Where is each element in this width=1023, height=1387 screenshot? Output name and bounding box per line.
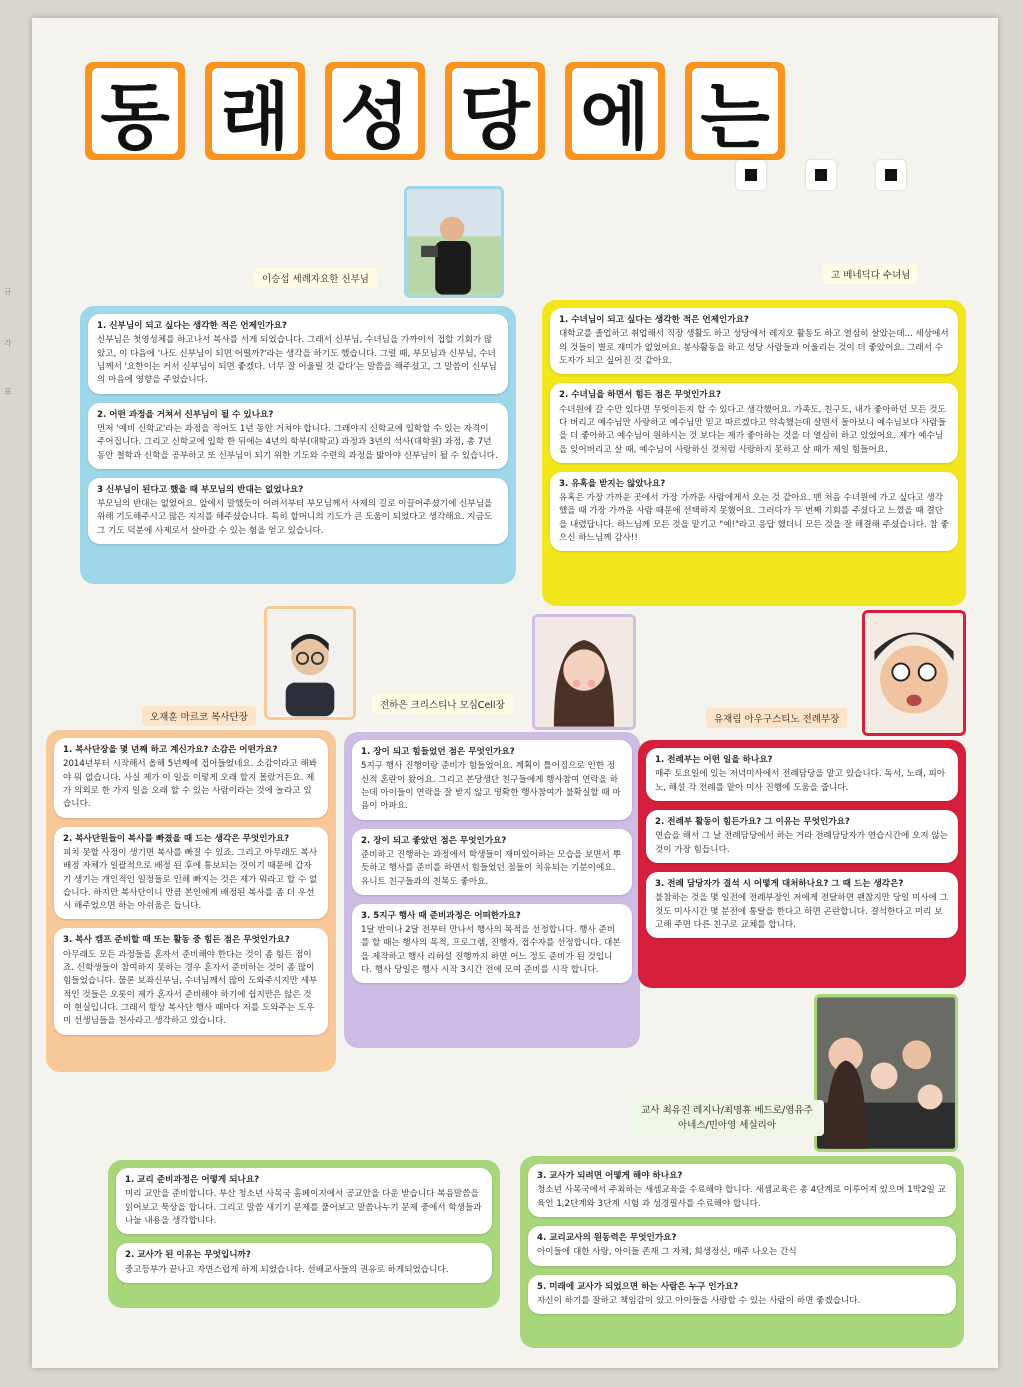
answer: 수녀원에 갈 수만 있다면 무엇이든지 할 수 있다고 생각했어요. 가족도, 친구도, 내가 좋아하던 모든 것도 다 버리고 예수님만 사랑하고 예수님만 믿고 따르겠다고 약속했는데 살면서 돌아보니 예수님보다 사람들을 더 좋아하고 예수님이 원하시는 것 보다는 제가 좋아하는 것을 더 열심히 하고 있었어요. 제가 예수님을 잊어버리고 살 때, 예수님이 사랑하신 것처럼 사랑하지 못하고 살 때가 제일 힘들어요. [559, 404, 947, 455]
question: 1. 교리 준비과정은 어떻게 되나요? [125, 1175, 260, 1185]
server-leader-photo [264, 606, 356, 720]
answer: 중고등부가 끝나고 자연스럽게 하게 되었습니다. 선배교사들의 권유로 하게되었습니다. [125, 1264, 449, 1275]
qa-card [550, 383, 958, 463]
question: 2. 복사단원들이 복사를 빠졌을 때 드는 생각은 무엇인가요? [63, 833, 290, 844]
priest-interview-panel [80, 306, 516, 584]
margin-mark: 각 [4, 339, 12, 348]
qa-card [116, 1243, 492, 1283]
qa-card [352, 904, 632, 984]
teachers-interview-panel-left [108, 1160, 500, 1308]
ellipsis-dot [736, 160, 766, 190]
title-char: 성 [332, 68, 418, 154]
qa-card [646, 810, 958, 863]
question: 1. 복사단장을 몇 년째 하고 계신가요? 소감은 어떤가요? [63, 745, 278, 755]
question: 2. 수녀님을 하면서 힘든 점은 무엇인가요? [559, 390, 722, 401]
qa-card [550, 472, 958, 552]
server-leader-interview-panel [46, 730, 336, 1072]
title-char: 동 [92, 68, 178, 154]
qa-card [54, 827, 328, 920]
cell-leader-interview-panel [344, 732, 640, 1048]
question: 1. 신부님이 되고 싶다는 생각한 적은 언제인가요? [97, 321, 287, 331]
question: 3. 유혹을 받지는 않았나요? [559, 478, 666, 489]
sister-interview-panel [542, 300, 966, 606]
qa-card [646, 872, 958, 938]
qa-card [88, 314, 508, 394]
answer: 부모님의 반대는 없었어요. 앞에서 말했듯이 어려서부터 부모님께서 사제의 길로 이끌어주셨기에 신부님을 위해 기도해주시고 많은 지지를 해주셨습니다. 특히 할머니의 기도가 큰 도움이 되었다고 생각해요. 지금도 그 기도 덕분에 사제로서 살아갈 수 있는 힘을 얻고 있습니다. [97, 499, 493, 536]
answer: 1달 반이나 2달 전부터 만나서 행사의 목적을 선정합니다. 행사 준비를 할 때는 행사의 목적, 프로그램, 진행자, 접수자를 선정합니다. 대본을 제작하고 행사 리허설 진행까지 하면 어느 정도 준비가 된 것입니다. 행사 당일은 행사 시작 3시간 전에 모여 준비를 시작 합니다. [361, 925, 621, 976]
teachers-interview-panel-right [520, 1156, 964, 1348]
answer: 불참하는 것을 몇 일전에 전례부장인 저에게 전달하면 괜찮지만 당일 미사에 그것도 미사시간 몇 분전에 통탈을 한다고 하면 곤란합니다. 결석한다고 미리 보고해 주면 다른 친구로 교체를 합니다. [655, 893, 948, 930]
priest-photo [404, 186, 504, 298]
ellipsis-dot [876, 160, 906, 190]
qa-card [528, 1164, 956, 1217]
title-char: 래 [212, 68, 298, 154]
qa-card [54, 928, 328, 1034]
answer: 연습을 해서 그 날 전례담당에서 하는 거라 전례담당자가 연습시간에 오지 않는 것이 가장 힘듭니다. [655, 831, 948, 855]
title-ellipsis [736, 160, 906, 190]
title-char: 는 [692, 68, 778, 154]
margin-mark: 표 [4, 387, 12, 396]
answer: 2014년부터 시작해서 올해 5년째에 접어들었네요. 소감이라고 해봐야 뭐 없습니다. 사실 제가 이 일을 이렇게 오래 할지 몰랐거든요. 제가 의외로 한 가지 일을 오래 할 수 있는 사람이라는 것에 놀라고 있습니다. [63, 759, 318, 810]
teachers-photo [814, 994, 958, 1152]
title-char: 에 [572, 68, 658, 154]
qa-card [352, 740, 632, 820]
answer: 5지구 행사 진행이랑 준비가 힘들었어요. 계획이 틀어짐으로 인한 정신적 혼란이 왔어요. 그리고 본당생단 친구들에게 행사참여 연락을 하는데 아이들이 연락을 잘 받지 않고 명확한 행사참여가 불확실할 때 마음이 아파요. [361, 761, 621, 812]
qa-card [88, 403, 508, 469]
answer: 신부님은 첫영성체를 하고나서 복사를 서게 되었습니다. 그래서 신부님, 수녀님을 가까이서 접할 기회가 많았고, 이 다음에 '나도 신부님이 되면 어떨까?'라는 생각을 하기도 했습니다. 그럴 때, 부모님과 신부님, 수녀님께서 '요한이는 커서 신부님이 되면 좋겠다. 너무 잘 어울릴 것 같다'는 말씀을 해주셨고, 그 말씀이 신부님의 마음에 영향을 주었습니다. [97, 335, 497, 386]
answer: 피치 못할 사정이 생기면 복사를 빠질 수 있죠. 그리고 아무래도 복사 배정 자체가 일괄적으로 배정 된 후에 통보되는 것이기 때문에 갑자기 생기는 개인적인 일정들로 인해 빠지는 것은 제가 뭐라고 할 수 없습니다. 하지만 복사단이니 만큼 본인에게 배정된 복사를 좀 더 우선시 해주었으면 하는 아쉬움은 듭니다. [63, 847, 318, 912]
question: 2. 장이 되고 좋았던 점은 무엇인가요? [361, 835, 507, 846]
answer: 매주 토요일에 있는 저녁미사에서 전례담당을 맡고 있습니다. 독서, 노래, 피아노, 해설 각 전례를 맡아 미사 진행에 도움을 줍니다. [655, 769, 946, 793]
cell-leader-name-tag: 전하은 크리스티나 모심Cell장 [372, 694, 513, 714]
answer: 아무래도 모든 과정들을 혼자서 준비해야 한다는 것이 좀 힘든 점이죠. 신학생들이 참여하지 못하는 경우 혼자서 준비하는 것이 좀 많이 힘들었습니다. 물론 보좌신부님, 수녀님께서 많이 도와주시지만 세부적인 것들은 오롯이 제가 혼자서 준비해야 하기에 쉽지만은 않은 것이 현실입니다. 그래서 항상 복사단 행사 때마다 저를 도와주는 도우미 선생님들을 천사라고 생각하고 있습니다. [63, 949, 318, 1027]
qa-card [528, 1226, 956, 1266]
question: 3. 5지구 행사 때 준비과정은 어떠한가요? [361, 910, 521, 921]
answer: 대학교를 졸업하고 취업해서 직장 생활도 하고 성당에서 레지오 활동도 하고 열심히 살았는데... 세상에서의 것들이 별로 재미가 없었어요. 봉사활동을 하고 성당 사람들과 어울리는 것이 더 좋았어요. 그래서 수도자가 되고 싶어진 것 같아요. [559, 329, 949, 366]
liturgy-leader-interview-panel [638, 740, 966, 988]
server-leader-name-tag: 오재훈 마르코 복사단장 [142, 706, 256, 726]
liturgy-leader-name-tag: 유재림 아우구스티노 전례부장 [706, 708, 847, 728]
question: 1. 수녀님이 되고 싶다는 생각한 적은 언제인가요? [559, 315, 749, 325]
answer: 미리 교안을 준비합니다. 부산 청소년 사목국 홈페이지에서 공교안을 다운 받습니다 복음말씀을 읽어보고 묵상을 합니다. 그리고 말씀 새기기 문제를 풀어보고 말씀나누기 문제 중에서 학생들과 나눌 내용을 생각합니다. [125, 1189, 482, 1226]
qa-card [550, 308, 958, 374]
answer: 아이들에 대한 사랑, 아이들 존재 그 자체, 희생정신, 매주 나오는 간식 [537, 1247, 797, 1258]
question: 3. 복사 캠프 준비할 때 또는 활동 중 힘든 점은 무엇인가요? [63, 935, 290, 946]
margin-mark: 규 [4, 287, 12, 296]
question: 2. 전례부 활동이 힘든가요? 그 이유는 무엇인가요? [655, 816, 850, 827]
page-title [85, 62, 785, 160]
qa-card [88, 478, 508, 544]
ellipsis-dot [806, 160, 836, 190]
teachers-name-tag: 교사 최유진 레지나/최명휴 베드로/염유주 아네스/민아영 세실리아 [630, 1100, 824, 1136]
question: 1. 장이 되고 힘들었던 점은 무엇인가요? [361, 747, 515, 757]
qa-card [528, 1275, 956, 1315]
question: 3. 교사가 되려면 어떻게 해야 하나요? [537, 1171, 683, 1181]
answer: 먼저 '예비 신학교'라는 과정을 적어도 1년 동안 거쳐야 합니다. 그래야지 신학교에 입학할 수 있는 자격이 주어집니다. 그리고 신학교에 입학 한 뒤에는 4년의 학부(대학교) 과정과 3년의 석사(대학원) 과정, 총 7년 동안 철학과 신학을 공부하고 또 신부님이 되기 위한 기도와 수련의 과정을 밟아야 신부님이 될 수 있습니다. [97, 423, 498, 461]
question: 3. 전례 담당자가 결석 시 어떻게 대처하나요? 그 때 드는 생각은? [655, 878, 904, 889]
qa-card [116, 1168, 492, 1234]
sister-name-tag: 고 베네딕다 수녀님 [823, 264, 918, 284]
cell-leader-photo [532, 614, 636, 730]
question: 1. 전례부는 어떤 일을 하나요? [655, 755, 773, 765]
qa-card [646, 748, 958, 801]
answer: 준비하고 진행하는 과정에서 학생들이 재미있어하는 모습을 보면서 뿌듯하고 행사를 준비를 하면서 힘들었던 점들이 치유되는 기분이에요. 유니트 친구들과의 친목도 좋아요. [361, 849, 621, 887]
liturgy-leader-photo [862, 610, 966, 736]
answer: 유혹은 가장 가까운 곳에서 가장 가까운 사람에게서 오는 것 같아요. 맨 처음 수녀원에 가고 싶다고 생각했을 때 가장 가까운 사람 때문에 선택하지 못했어요. 그러다가 두 번째 기회를 주셨다고 느꼈을 때 결단을 내렸답니다. 하느님께 모든 것을 맡기고 "예!"라고 응답 했더니 모든 것을 잘 해결해 주셨습니다. 참 좋으신 하느님께 감사!! [559, 493, 949, 544]
question: 3 신부님이 된다고 했을 때 부모님의 반대는 없었나요? [97, 484, 304, 495]
question: 2. 교사가 된 이유는 무엇입니까? [125, 1250, 251, 1261]
priest-name-tag: 이승섭 세례자요한 신부님 [254, 268, 377, 288]
title-char: 당 [452, 68, 538, 154]
question: 5. 미래에 교사가 되었으면 하는 사람은 누구 인가요? [537, 1281, 739, 1292]
qa-card [352, 829, 632, 895]
answer: 청소년 사목국에서 주최하는 새셈교육을 수료해야 합니다. 새셈교육은 총 4단계로 이루어져 있으며 1박2일 교육인 1,2단계와 3단계 시험 과 성경필사를 수료해야 합니다. [537, 1185, 946, 1209]
answer: 자신이 하기를 잘하고 책임감이 있고 아이들을 사랑할 수 있는 사람이 하면 좋겠습니다. [537, 1295, 861, 1306]
qa-card [54, 738, 328, 818]
question: 4. 교리교사의 원동력은 무엇인가요? [537, 1232, 677, 1243]
question: 2. 어떤 과정을 거쳐서 신부님이 될 수 있나요? [97, 409, 274, 420]
